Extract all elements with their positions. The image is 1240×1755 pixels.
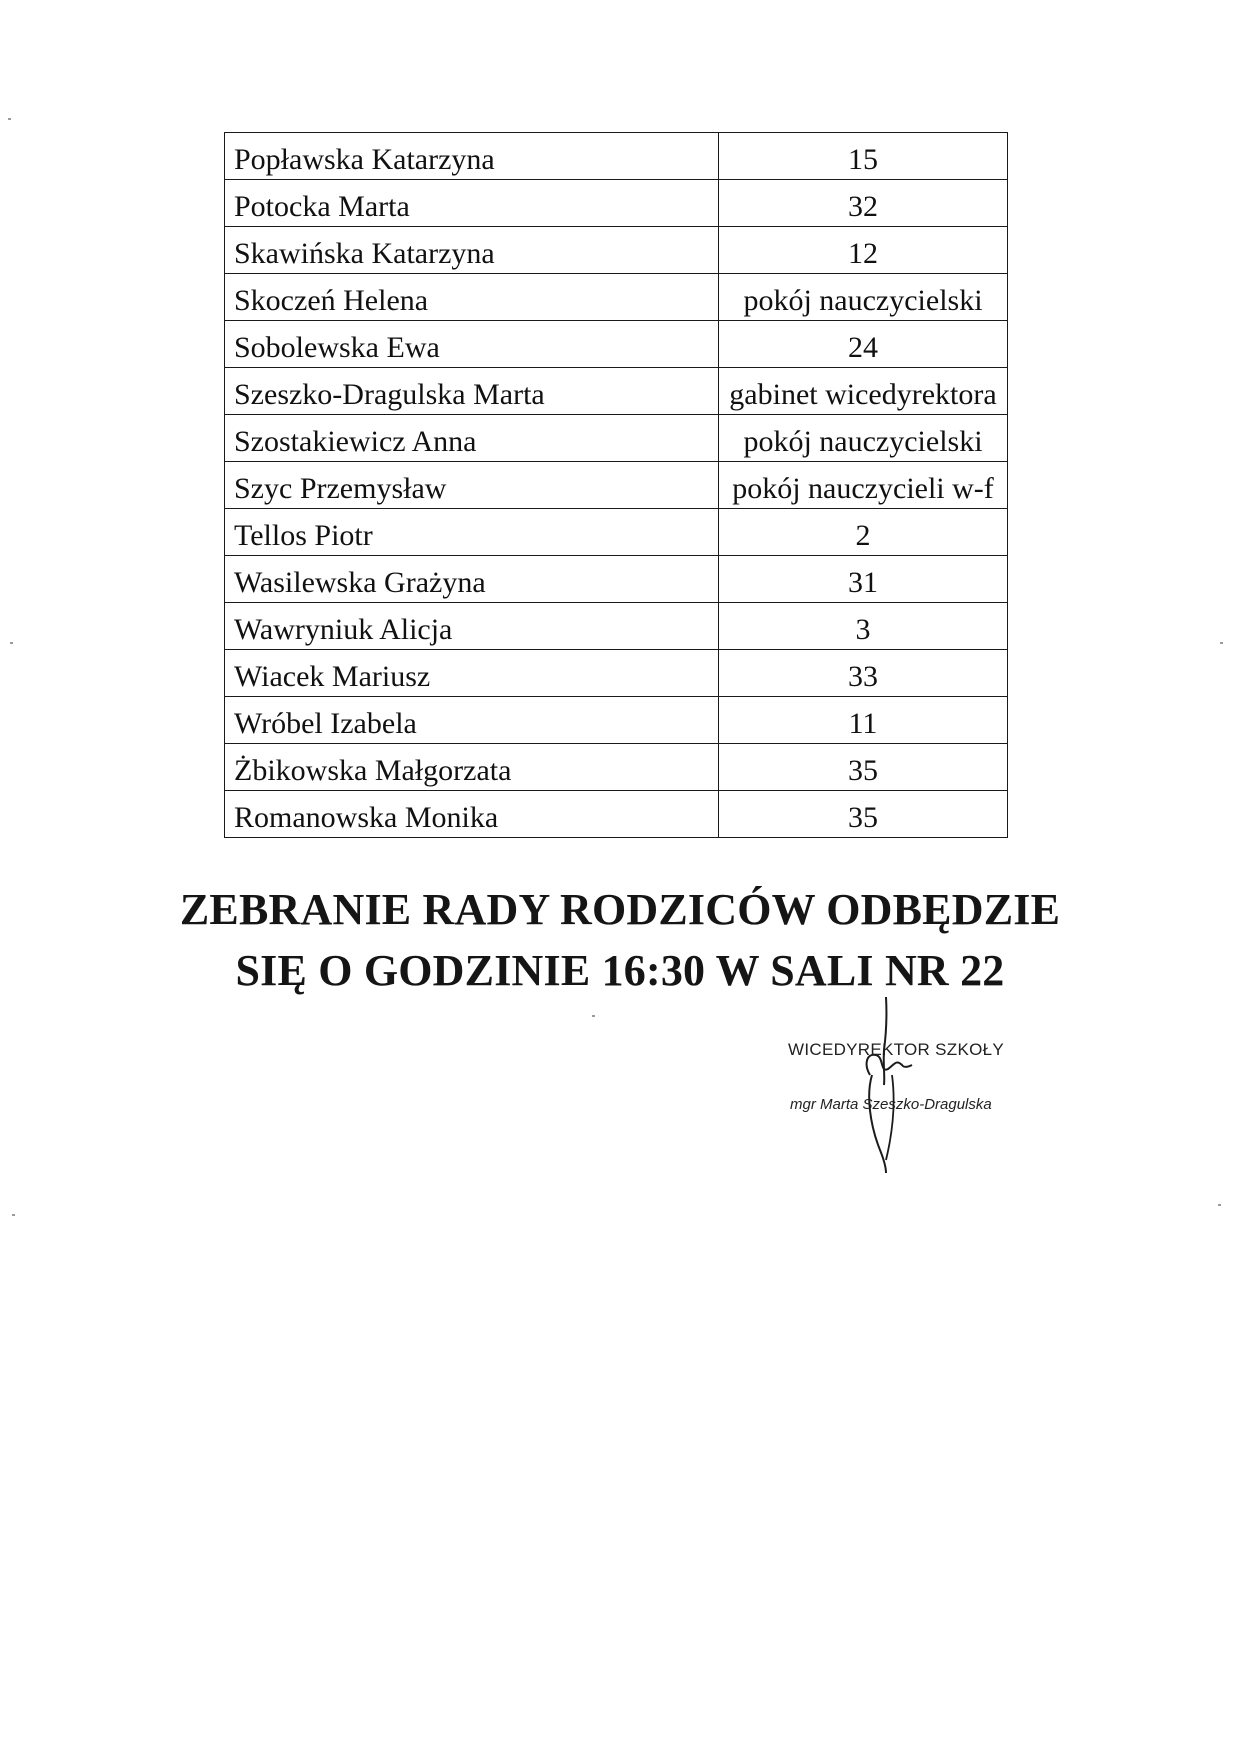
room-cell: pokój nauczycielski	[719, 274, 1008, 321]
room-cell: 35	[719, 744, 1008, 791]
room-cell: 15	[719, 133, 1008, 180]
teacher-name-cell: Sobolewska Ewa	[225, 321, 719, 368]
room-cell: 32	[719, 180, 1008, 227]
teacher-name-cell: Żbikowska Małgorzata	[225, 744, 719, 791]
teacher-name-cell: Szyc Przemysław	[225, 462, 719, 509]
stamp-name: mgr Marta Szeszko-Dragulska	[790, 1096, 992, 1113]
table-row	[225, 509, 1008, 556]
teacher-name-cell: Tellos Piotr	[225, 509, 719, 556]
table-row	[225, 274, 1008, 321]
table-row	[225, 180, 1008, 227]
room-cell: 12	[719, 227, 1008, 274]
room-cell: gabinet wicedyrektora	[719, 368, 1008, 415]
teacher-name-cell: Wawryniuk Alicja	[225, 603, 719, 650]
table-row	[225, 744, 1008, 791]
room-cell: 35	[719, 791, 1008, 838]
room-cell: 24	[719, 321, 1008, 368]
teacher-name-cell: Wróbel Izabela	[225, 697, 719, 744]
room-cell: pokój nauczycielski	[719, 415, 1008, 462]
table-row	[225, 415, 1008, 462]
teacher-name-cell: Potocka Marta	[225, 180, 719, 227]
table-row	[225, 791, 1008, 838]
teacher-name-cell: Wiacek Mariusz	[225, 650, 719, 697]
room-cell: 31	[719, 556, 1008, 603]
scan-speck	[10, 642, 13, 644]
scan-speck	[8, 118, 11, 120]
table-row	[225, 133, 1008, 180]
meeting-notice-line-2: SIĘ O GODZINIE 16:30 W SALI NR 22	[235, 946, 1005, 995]
table-row	[225, 697, 1008, 744]
room-cell: 3	[719, 603, 1008, 650]
teacher-name-cell: Romanowska Monika	[225, 791, 719, 838]
teacher-name-cell: Popławska Katarzyna	[225, 133, 719, 180]
table-row	[225, 227, 1008, 274]
table-row	[225, 650, 1008, 697]
teacher-name-cell: Szostakiewicz Anna	[225, 415, 719, 462]
teacher-name-cell: Skawińska Katarzyna	[225, 227, 719, 274]
meeting-notice-line-1: ZEBRANIE RADY RODZICÓW ODBĘDZIE	[179, 885, 1061, 934]
room-cell: 11	[719, 697, 1008, 744]
signature-icon	[840, 995, 920, 1175]
table-row	[225, 321, 1008, 368]
room-cell: 2	[719, 509, 1008, 556]
teacher-room-table	[224, 132, 1008, 838]
teacher-name-cell: Wasilewska Grażyna	[225, 556, 719, 603]
scan-speck	[1218, 1204, 1221, 1206]
room-cell: 33	[719, 650, 1008, 697]
room-cell: pokój nauczycieli w-f	[719, 462, 1008, 509]
scan-speck	[12, 1214, 15, 1216]
table-row	[225, 368, 1008, 415]
scan-speck	[592, 1015, 595, 1017]
table-row	[225, 462, 1008, 509]
stamp-title: WICEDYREKTOR SZKOŁY	[788, 1040, 1005, 1059]
scan-speck	[1220, 642, 1223, 644]
teacher-name-cell: Skoczeń Helena	[225, 274, 719, 321]
table-row	[225, 603, 1008, 650]
teacher-name-cell: Szeszko-Dragulska Marta	[225, 368, 719, 415]
table-row	[225, 556, 1008, 603]
